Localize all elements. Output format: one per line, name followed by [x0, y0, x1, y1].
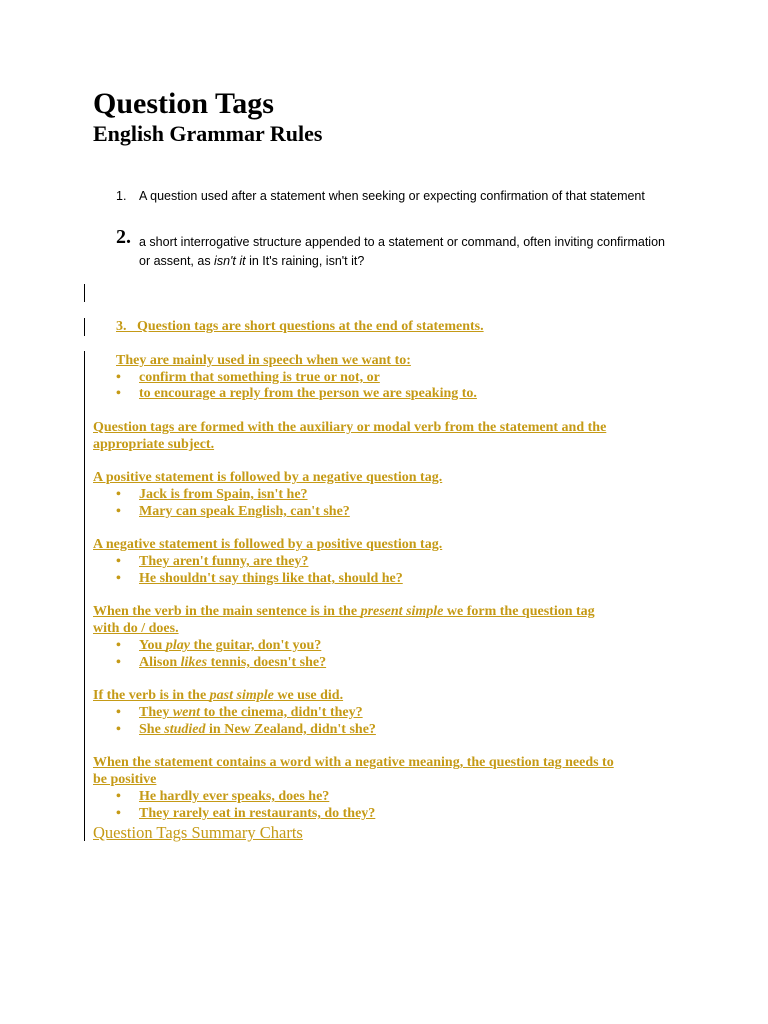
text-part: You [139, 638, 166, 653]
emphasis: present simple [360, 604, 444, 619]
positive-heading: A positive statement is followed by a negative question tag. [93, 470, 443, 485]
bullet-icon: • [116, 655, 121, 670]
text-part: When the verb in the main sentence is in the [93, 604, 361, 619]
text-part: They [139, 705, 173, 720]
bullet-icon: • [116, 386, 121, 401]
bullet-icon: • [116, 789, 121, 804]
list-item [116, 486, 308, 503]
emphasis: past simple [209, 688, 274, 703]
emphasis: studied [164, 722, 206, 737]
emphasis: play [165, 638, 190, 653]
list-item-text: Jack is from Spain, isn't he? [139, 487, 308, 502]
bullet-icon: • [116, 504, 121, 519]
point-text: Question tags are short questions at the end of statements. [137, 319, 484, 334]
definition-text-part: in It's raining, isn't it? [245, 254, 365, 268]
definition-number: 2. [116, 226, 131, 248]
list-item [116, 503, 350, 520]
list-item [116, 553, 308, 570]
definition-number: 1. [116, 189, 127, 203]
list-item-text: Mary can speak English, can't she? [139, 504, 350, 519]
point-3 [116, 318, 484, 335]
negative-meaning-line-1: When the statement contains a word with a negative meaning, the question tag needs to [93, 755, 614, 770]
formed-line-1: Question tags are formed with the auxiliary or modal verb from the statement and the [93, 420, 607, 435]
bullet-icon: • [116, 554, 121, 569]
list-item [116, 704, 363, 721]
definition-2 [116, 226, 676, 271]
list-item-text: They aren't funny, are they? [139, 554, 309, 569]
usage-intro: They are mainly used in speech when we want to: [116, 353, 411, 368]
text-part: we form the question tag [443, 604, 595, 619]
formed-line-2: appropriate subject. [93, 437, 215, 452]
bullet-icon: • [116, 571, 121, 586]
text-part: Alison [139, 655, 181, 670]
negative-heading: A negative statement is followed by a positive question tag. [93, 537, 443, 552]
list-item-text: He shouldn't say things like that, should he? [139, 571, 403, 586]
list-item [116, 369, 380, 386]
bullet-icon: • [116, 705, 121, 720]
definition-text: A question used after a statement when seeking or expecting confirmation of that statement [139, 189, 645, 203]
list-item [116, 637, 321, 654]
text-part: She [139, 722, 165, 737]
list-item-text: to encourage a reply from the person we are speaking to. [139, 386, 477, 401]
definition-emphasis: isn't it [214, 254, 246, 268]
text-part: to the cinema, didn't they? [200, 705, 363, 720]
present-simple-line-1 [93, 603, 595, 620]
list-item [116, 805, 375, 822]
list-item [116, 654, 326, 671]
text-part: the guitar, don't you? [189, 638, 322, 653]
negative-meaning-line-2: be positive [93, 772, 157, 787]
point-number: 3. [116, 319, 127, 334]
text-part: tennis, doesn't she? [207, 655, 327, 670]
past-simple-line [93, 687, 343, 704]
bullet-icon: • [116, 370, 121, 385]
text-part: If the verb is in the [93, 688, 210, 703]
list-item [116, 385, 477, 402]
page-title: Question Tags [93, 87, 274, 120]
page-subtitle: English Grammar Rules [93, 121, 323, 146]
revision-bar [84, 284, 85, 302]
present-simple-line-2: with do / does. [93, 621, 179, 636]
revision-bar [84, 318, 85, 336]
bullet-icon: • [116, 487, 121, 502]
bullet-icon: • [116, 722, 121, 737]
definition-1 [116, 187, 676, 206]
list-item [116, 788, 329, 805]
list-item [116, 721, 376, 738]
text-part: in New Zealand, didn't she? [205, 722, 376, 737]
text-part: we use did. [273, 688, 344, 703]
bullet-icon: • [116, 806, 121, 821]
definition-text [139, 233, 676, 271]
list-item-text: He hardly ever speaks, does he? [139, 789, 330, 804]
list-item-text: They rarely eat in restaurants, do they? [139, 806, 376, 821]
emphasis: went [172, 705, 201, 720]
summary-charts-link[interactable]: Question Tags Summary Charts [93, 823, 303, 842]
definition-text-part: a short interrogative structure appended to a statement or command, often inviting confirmation or assent, as [139, 235, 665, 268]
revision-bar [84, 351, 85, 841]
list-item [116, 570, 403, 587]
list-item-text: confirm that something is true or not, or [139, 370, 380, 385]
emphasis: likes [180, 655, 208, 670]
bullet-icon: • [116, 638, 121, 653]
